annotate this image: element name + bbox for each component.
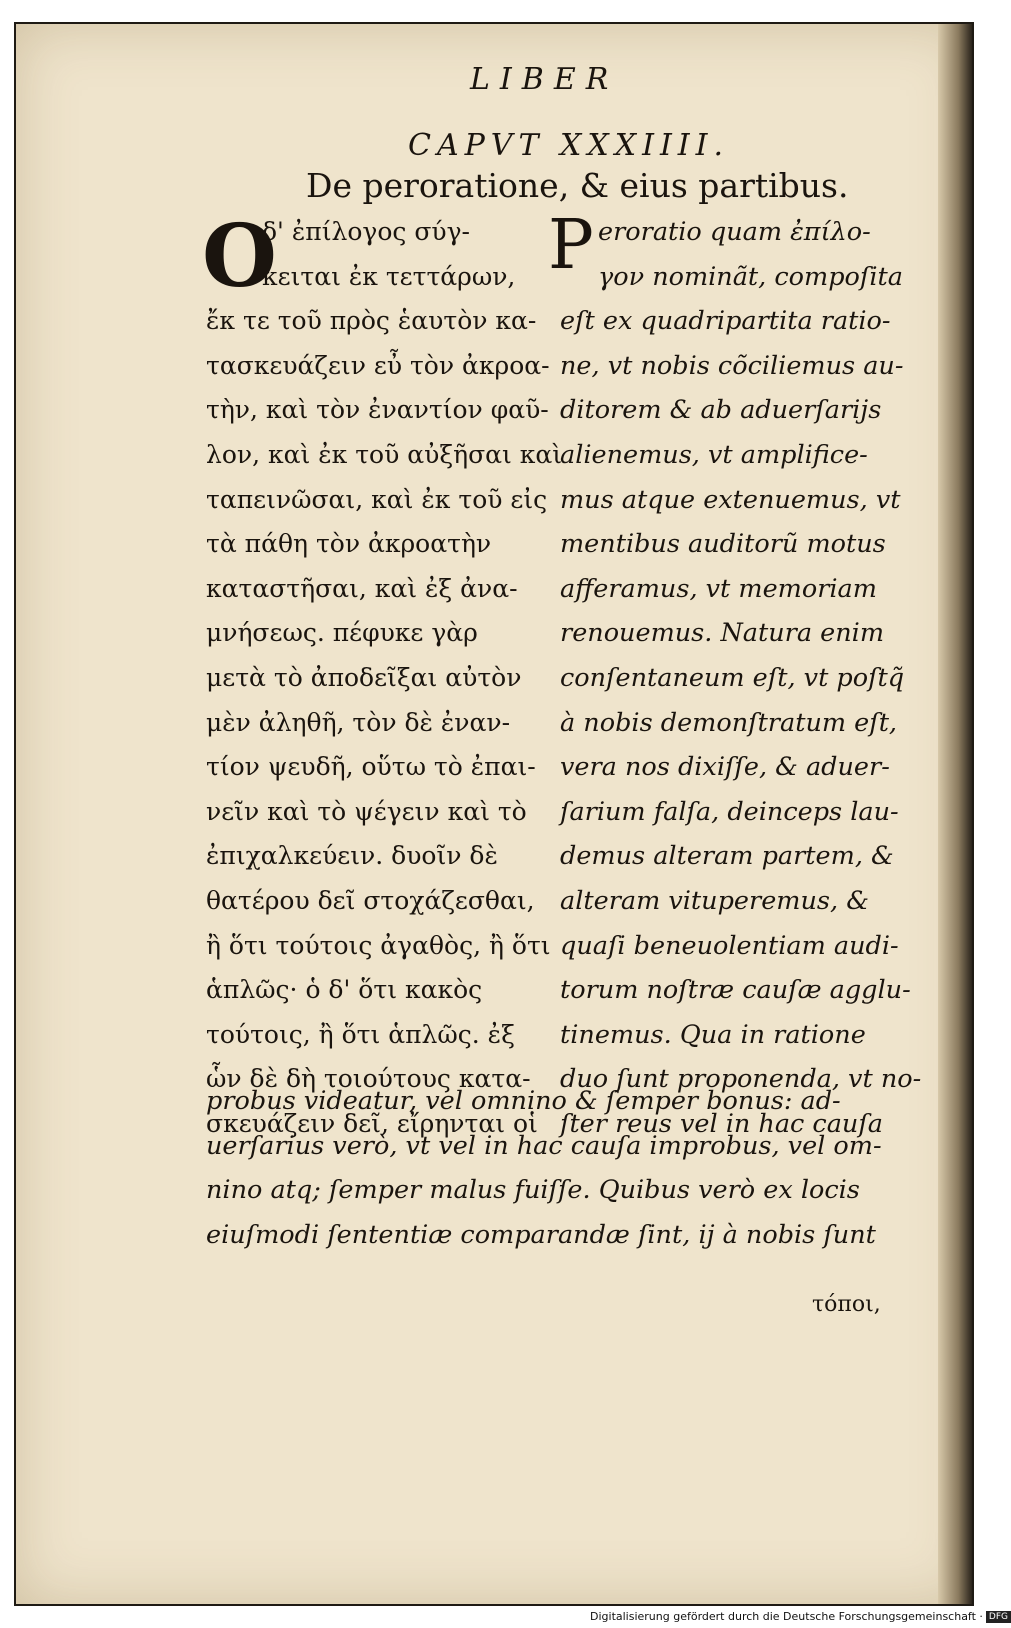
credit-text: Digitalisierung gefördert durch die Deutsche Forschungsgemeinschaft · <box>590 1610 983 1623</box>
latin-line: quaſi beneuolentiam audi- <box>560 930 899 961</box>
latin-line: duo ſunt proponenda, vt no- <box>560 1064 922 1095</box>
greek-line: λον, καὶ ἐκ τοῦ αὐξῆσαι καὶ <box>206 439 563 469</box>
greek-line: μνήσεως. πέφυκε γὰρ <box>206 618 478 648</box>
latin-line: ne, vt nobis cõciliemus au- <box>560 350 904 381</box>
greek-line: καταστῆσαι, καὶ ἐξ ἀνα- <box>206 573 518 603</box>
greek-line: νεῖν καὶ τὸ ψέγειν καὶ τὸ <box>206 796 527 826</box>
dfg-logo: DFG <box>986 1611 1011 1623</box>
greek-line: ταπεινῶσαι, καὶ ἐκ τοῦ εἰς <box>206 484 548 514</box>
latin-dropcap: P <box>548 206 594 285</box>
greek-line: ἐπιχαλκεύειν. δυοῖν δὲ <box>206 841 498 871</box>
latin-line: alienemus, vt amplifice- <box>560 439 868 470</box>
catchword: τόποι, <box>812 1292 881 1317</box>
greek-line: τίον ψευδῆ, οὕτω τὸ ἐπαι- <box>206 752 536 782</box>
greek-dropcap: O <box>202 206 277 307</box>
latin-line: eroratio quam ἐπίλο- <box>598 217 871 247</box>
greek-line: ὧν δὲ δὴ τοιούτους κατα- <box>206 1064 531 1094</box>
latin-line: alteram vituperemus, & <box>560 885 869 916</box>
latin-line: renouemus. Natura enim <box>560 618 885 649</box>
latin-column <box>560 210 940 1146</box>
greek-line: ἢ ὅτι τούτοις ἀγαθὸς, ἢ ὅτι <box>206 930 551 960</box>
full-line: probus videatur, vel omnino & ſemper bonus: ad- <box>206 1086 841 1116</box>
running-head: LIBER <box>470 62 619 97</box>
latin-line: ſter reus vel in hac cauſa <box>560 1108 883 1139</box>
latin-line: ditorem & ab aduerſarijs <box>560 395 882 426</box>
latin-line: ſarium falſa, deinceps lau- <box>560 796 899 827</box>
full-width-text <box>206 1079 906 1257</box>
greek-line: τὰ πάθη τὸν ἀκροατὴν <box>206 529 492 559</box>
chapter-heading: CAPVT XXXIIII. <box>408 128 730 163</box>
latin-line: γον nominãt, compoſita <box>598 261 903 292</box>
full-line: uerſarius verò, vt vel in hac cauſa improbus, vel om- <box>206 1130 882 1161</box>
greek-line: θατέρου δεῖ στοχάζεσθαι, <box>206 885 535 915</box>
greek-line: τὴν, καὶ τὸν ἐναντίον φαῦ- <box>206 395 549 425</box>
latin-line: eſt ex quadripartita ratio- <box>560 306 891 337</box>
greek-line: τασκευάζειν εὖ τὸν ἀκροα- <box>206 350 550 380</box>
greek-line: ἁπλῶς· ὁ δ' ὅτι κακὸς <box>206 975 483 1005</box>
greek-line: μὲν ἀληθῆ, τὸν δὲ ἐναν- <box>206 707 511 737</box>
latin-line: demus alteram partem, & <box>560 841 894 872</box>
latin-line: conſentaneum eſt, vt poſtq̃ <box>560 662 905 693</box>
greek-line: μετὰ τὸ ἀποδεῖξαι αὐτὸν <box>206 662 522 692</box>
greek-line: ἔκ τε τοῦ πρὸς ἑαυτὸν κα- <box>206 306 537 336</box>
greek-line: κειται ἐκ τεττάρων, <box>262 261 516 291</box>
greek-column <box>206 210 563 1146</box>
latin-line: mentibus auditorũ motus <box>560 529 886 560</box>
latin-line: à nobis demonſtratum eſt, <box>560 707 898 738</box>
greek-line: σκευάζειν δεῖ, εἴρηνται οἱ <box>206 1108 538 1138</box>
full-line: eiuſmodi ſententiæ comparandæ ſint, ij à nobis ſunt <box>206 1219 876 1250</box>
full-line: nino atq; ſemper malus fuiſſe. Quibus verò ex locis <box>206 1175 860 1206</box>
latin-line: mus atque extenuemus, vt <box>560 484 901 515</box>
chapter-title: De peroratione, & eius partibus. <box>306 166 849 205</box>
latin-line: vera nos dixiſſe, & aduer- <box>560 752 890 783</box>
digitization-credit <box>590 1610 1009 1628</box>
greek-line: δ' ἐπίλογος σύγ- <box>262 217 471 246</box>
latin-line: torum noſtræ cauſæ agglu- <box>560 975 911 1006</box>
latin-line: tinemus. Qua in ratione <box>560 1019 866 1050</box>
latin-line: afferamus, vt memoriam <box>560 573 877 604</box>
page-gutter <box>938 24 972 1604</box>
greek-line: τούτοις, ἢ ὅτι ἁπλῶς. ἐξ <box>206 1019 515 1049</box>
